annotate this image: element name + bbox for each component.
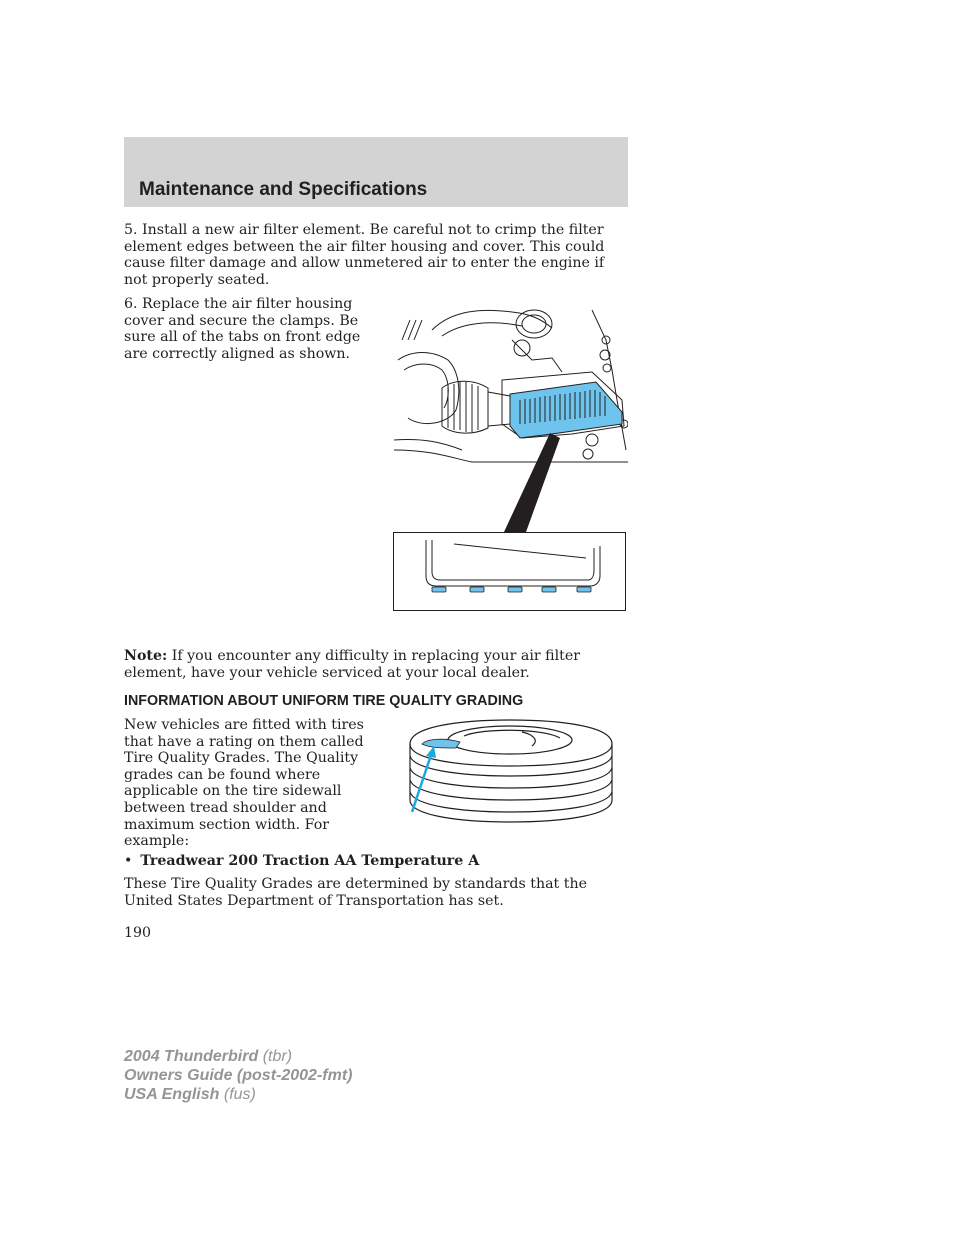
tire-section-heading: INFORMATION ABOUT UNIFORM TIRE QUALITY GRADING — [124, 693, 524, 709]
note-paragraph — [124, 648, 628, 681]
document-footer — [124, 1047, 352, 1104]
air-filter-illustration — [392, 300, 628, 616]
footer-guide: Owners Guide (post-2002-fmt) — [124, 1067, 353, 1084]
tire-grade-example — [124, 853, 479, 869]
footer-language-code: (fus) — [219, 1086, 256, 1103]
page-number: 190 — [124, 925, 152, 941]
page-title: Maintenance and Specifications — [139, 179, 428, 200]
note-text: If you encounter any difficulty in replacing your air filter element, have your vehicle serviced at your local dealer. — [124, 648, 581, 681]
tire-intro-text: New vehicles are fitted with tires that have a rating on them called Tire Quality Grades. The Quality grades can be found where applicable on the tire sidewall between tread shoulder and maximum section width. For example: — [124, 717, 364, 850]
tire-closing-text: These Tire Quality Grades are determined by standards that the United States Department of Transportation has set. — [124, 876, 587, 909]
bullet-dot: • — [124, 853, 133, 869]
footer-language: USA English — [124, 1086, 220, 1103]
footer-model: 2004 Thunderbird — [124, 1048, 259, 1065]
note-label: Note: — [124, 648, 168, 664]
tire-illustration — [402, 716, 618, 826]
step-5-text: 5. Install a new air filter element. Be careful not to crimp the filter element edges between the air filter housing and cover. This could cause filter damage and allow unmetered air to enter the engine if not properly seated. — [124, 222, 605, 288]
tire-grade-text: Treadwear 200 Traction AA Temperature A — [140, 853, 480, 869]
footer-model-code: (tbr) — [258, 1048, 293, 1065]
header-band — [124, 137, 628, 207]
step-6-text: 6. Replace the air filter housing cover and secure the clamps. Be sure all of the tabs on front edge are correctly aligned as shown. — [124, 296, 361, 362]
